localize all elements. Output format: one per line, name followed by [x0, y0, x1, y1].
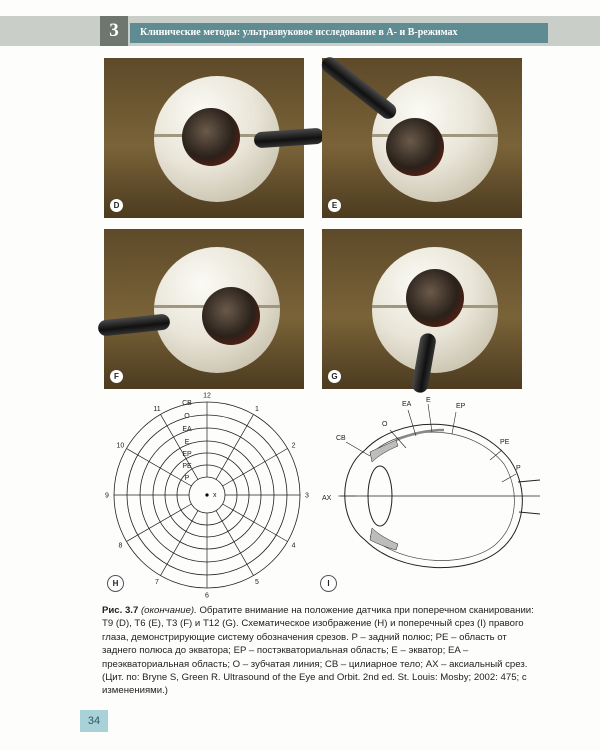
meridian-5 [216, 511, 254, 576]
photo-d [104, 58, 304, 218]
posterior-pole-dot [205, 493, 208, 496]
label-ea: EA [402, 401, 412, 408]
eye-cross-section-i [320, 390, 540, 595]
figure-caption [102, 604, 540, 698]
chapter-header [0, 16, 600, 46]
label-e: E [426, 397, 431, 404]
meridian-8 [126, 504, 191, 542]
clock-hour-11: 11 [153, 405, 161, 413]
clock-hour-6: 6 [205, 592, 209, 600]
photo-g [322, 229, 522, 389]
clock-hour-10: 10 [116, 442, 125, 450]
photo-e [322, 58, 522, 218]
chapter-number: 3 [100, 16, 128, 46]
photo-f [104, 229, 304, 389]
clock-hour-12: 12 [203, 392, 211, 400]
caption-continued: (окончание). [140, 605, 197, 616]
label-cb: CB [336, 435, 346, 442]
meridian-1 [216, 414, 254, 479]
meridian-4 [223, 504, 288, 542]
photo-label-f: F [110, 370, 123, 383]
label-p: P [516, 465, 521, 472]
clock-hour-9: 9 [105, 492, 109, 500]
clock-hour-8: 8 [118, 542, 123, 550]
photo-label-g: G [328, 370, 341, 383]
page-number: 34 [80, 710, 108, 732]
caption-text: Обратите внимание на положение датчика при поперечном сканировании: T9 (D), T6 (E), T3 (F) и T12 (G). Схематическое изображение (H) и поперечный срез (I) правого глаза, демонстрирующие систему обозначения срезов. P – задний полюс; PE – область от заднего полюса до экватора; EP – постэкваториальная область; E – экватор; EA – преэкваториальная область; O – зубчатая линия; CB – цилиарное тело; AX – аксиальный срез. (Цит. по: Bryne S, Green R. Ultrasound of the Eye and Orbit. 2nd ed. St. Louis: Mosby; 2002: 475; с изменениями.) [102, 605, 534, 697]
ring-label-pe: PE [182, 463, 192, 470]
label-o: O [382, 421, 388, 428]
caption-ref: Рис. 3.7 [102, 605, 139, 616]
clock-diagram-h [100, 390, 310, 600]
ring-label-ea: EA [182, 426, 192, 433]
chapter-title: Клинические методы: ультразвуковое исследование в А- и В-режимах [130, 23, 548, 43]
clock-hour-7: 7 [155, 579, 159, 587]
center-mark: x [213, 492, 217, 499]
label-ep: EP [456, 403, 466, 410]
label-pe: PE [500, 439, 510, 446]
clock-hour-3: 3 [305, 492, 309, 500]
clock-hour-4: 4 [291, 542, 296, 550]
ring-label-p: P [184, 475, 190, 482]
photo-label-e: E [328, 199, 341, 212]
photo-label-d: D [110, 199, 123, 212]
ring-label-ep: EP [182, 451, 192, 458]
clock-hour-5: 5 [255, 579, 259, 587]
panel-label-i: I [320, 575, 337, 592]
meridian-11 [161, 414, 199, 479]
ring-label-e: E [184, 439, 190, 446]
ring-label-cb: CB [182, 400, 192, 407]
clock-hour-2: 2 [291, 442, 296, 450]
meridian-7 [161, 511, 199, 576]
label-ax: AX [322, 495, 332, 502]
clock-hour-1: 1 [255, 405, 259, 413]
panel-label-h: H [107, 575, 124, 592]
ring-label-o: O [184, 413, 190, 420]
meridian-2 [223, 449, 288, 487]
